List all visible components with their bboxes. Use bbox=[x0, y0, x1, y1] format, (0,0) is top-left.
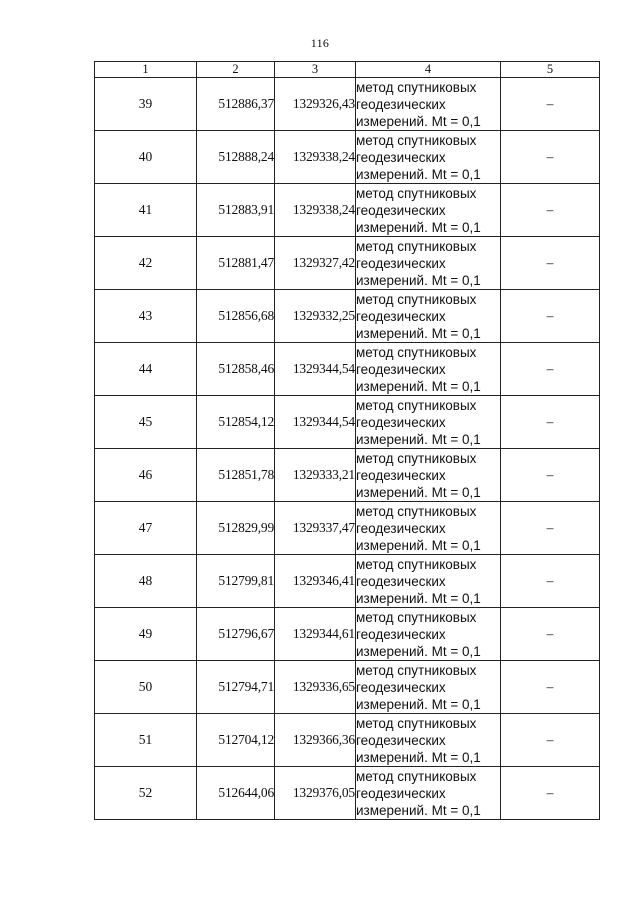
method-line: геодезических bbox=[356, 732, 446, 748]
x-coordinate-cell: 512856,68 bbox=[197, 290, 275, 343]
note-cell: – bbox=[501, 78, 600, 131]
coordinates-table bbox=[94, 61, 600, 820]
column-header-4: 4 bbox=[356, 62, 501, 78]
point-number-cell: 51 bbox=[95, 714, 197, 767]
y-coordinate-cell: 1329366,36 bbox=[275, 714, 356, 767]
method-line: измерений. Mt = 0,1 bbox=[356, 643, 481, 659]
table-row bbox=[95, 131, 600, 184]
method-line: геодезических bbox=[356, 573, 446, 589]
y-coordinate-cell: 1329337,47 bbox=[275, 502, 356, 555]
x-coordinate-cell: 512854,12 bbox=[197, 396, 275, 449]
method-line: метод спутниковых bbox=[356, 556, 477, 572]
note-cell: – bbox=[501, 449, 600, 502]
method-line: метод спутниковых bbox=[356, 715, 477, 731]
method-line: геодезических bbox=[356, 785, 446, 801]
note-cell: – bbox=[501, 714, 600, 767]
method-line: измерений. Mt = 0,1 bbox=[356, 166, 481, 182]
y-coordinate-cell: 1329346,41 bbox=[275, 555, 356, 608]
x-coordinate-cell: 512883,91 bbox=[197, 184, 275, 237]
method-cell bbox=[356, 767, 501, 820]
x-coordinate-cell: 512888,24 bbox=[197, 131, 275, 184]
y-coordinate-cell: 1329326,43 bbox=[275, 78, 356, 131]
table-row bbox=[95, 396, 600, 449]
method-line: метод спутниковых bbox=[356, 185, 477, 201]
method-line: метод спутниковых bbox=[356, 662, 477, 678]
method-line: метод спутниковых bbox=[356, 79, 477, 95]
point-number-cell: 49 bbox=[95, 608, 197, 661]
x-coordinate-cell: 512794,71 bbox=[197, 661, 275, 714]
method-cell bbox=[356, 502, 501, 555]
note-cell: – bbox=[501, 555, 600, 608]
x-coordinate-cell: 512644,06 bbox=[197, 767, 275, 820]
point-number-cell: 44 bbox=[95, 343, 197, 396]
point-number-cell: 41 bbox=[95, 184, 197, 237]
note-cell: – bbox=[501, 608, 600, 661]
table-row bbox=[95, 608, 600, 661]
method-line: измерений. Mt = 0,1 bbox=[356, 219, 481, 235]
note-cell: – bbox=[501, 343, 600, 396]
point-number-cell: 42 bbox=[95, 237, 197, 290]
method-cell bbox=[356, 555, 501, 608]
method-cell bbox=[356, 78, 501, 131]
table-row bbox=[95, 449, 600, 502]
table-row bbox=[95, 714, 600, 767]
method-cell bbox=[356, 184, 501, 237]
method-line: геодезических bbox=[356, 520, 446, 536]
method-cell bbox=[356, 608, 501, 661]
column-header-3: 3 bbox=[275, 62, 356, 78]
method-line: геодезических bbox=[356, 96, 446, 112]
column-header-2: 2 bbox=[197, 62, 275, 78]
note-cell: – bbox=[501, 502, 600, 555]
y-coordinate-cell: 1329376,05 bbox=[275, 767, 356, 820]
note-cell: – bbox=[501, 767, 600, 820]
y-coordinate-cell: 1329333,21 bbox=[275, 449, 356, 502]
method-cell bbox=[356, 396, 501, 449]
point-number-cell: 48 bbox=[95, 555, 197, 608]
y-coordinate-cell: 1329327,42 bbox=[275, 237, 356, 290]
method-line: измерений. Mt = 0,1 bbox=[356, 272, 481, 288]
method-line: измерений. Mt = 0,1 bbox=[356, 590, 481, 606]
method-line: геодезических bbox=[356, 414, 446, 430]
method-line: метод спутниковых bbox=[356, 344, 477, 360]
y-coordinate-cell: 1329344,61 bbox=[275, 608, 356, 661]
y-coordinate-cell: 1329336,65 bbox=[275, 661, 356, 714]
x-coordinate-cell: 512704,12 bbox=[197, 714, 275, 767]
table-row bbox=[95, 661, 600, 714]
y-coordinate-cell: 1329332,25 bbox=[275, 290, 356, 343]
method-line: геодезических bbox=[356, 626, 446, 642]
table-row bbox=[95, 343, 600, 396]
y-coordinate-cell: 1329344,54 bbox=[275, 396, 356, 449]
column-header-5: 5 bbox=[501, 62, 600, 78]
method-cell bbox=[356, 237, 501, 290]
table-row bbox=[95, 767, 600, 820]
point-number-cell: 52 bbox=[95, 767, 197, 820]
method-line: геодезических bbox=[356, 679, 446, 695]
x-coordinate-cell: 512881,47 bbox=[197, 237, 275, 290]
method-line: измерений. Mt = 0,1 bbox=[356, 431, 481, 447]
x-coordinate-cell: 512799,81 bbox=[197, 555, 275, 608]
method-line: метод спутниковых bbox=[356, 397, 477, 413]
method-line: измерений. Mt = 0,1 bbox=[356, 749, 481, 765]
point-number-cell: 50 bbox=[95, 661, 197, 714]
note-cell: – bbox=[501, 184, 600, 237]
method-cell bbox=[356, 714, 501, 767]
point-number-cell: 47 bbox=[95, 502, 197, 555]
method-line: геодезических bbox=[356, 308, 446, 324]
note-cell: – bbox=[501, 290, 600, 343]
x-coordinate-cell: 512796,67 bbox=[197, 608, 275, 661]
method-cell bbox=[356, 290, 501, 343]
method-line: метод спутниковых bbox=[356, 768, 477, 784]
page-number: 116 bbox=[310, 36, 330, 50]
method-line: метод спутниковых bbox=[356, 238, 477, 254]
table-body bbox=[95, 78, 600, 820]
method-line: геодезических bbox=[356, 255, 446, 271]
method-cell bbox=[356, 449, 501, 502]
method-line: геодезических bbox=[356, 361, 446, 377]
point-number-cell: 46 bbox=[95, 449, 197, 502]
method-line: измерений. Mt = 0,1 bbox=[356, 696, 481, 712]
point-number-cell: 40 bbox=[95, 131, 197, 184]
point-number-cell: 43 bbox=[95, 290, 197, 343]
table-row bbox=[95, 78, 600, 131]
method-line: метод спутниковых bbox=[356, 609, 477, 625]
point-number-cell: 45 bbox=[95, 396, 197, 449]
method-line: метод спутниковых bbox=[356, 503, 477, 519]
note-cell: – bbox=[501, 237, 600, 290]
note-cell: – bbox=[501, 396, 600, 449]
method-line: метод спутниковых bbox=[356, 132, 477, 148]
table-row bbox=[95, 502, 600, 555]
table-row bbox=[95, 237, 600, 290]
x-coordinate-cell: 512886,37 bbox=[197, 78, 275, 131]
method-line: геодезических bbox=[356, 149, 446, 165]
method-cell bbox=[356, 661, 501, 714]
method-cell bbox=[356, 131, 501, 184]
note-cell: – bbox=[501, 131, 600, 184]
note-cell: – bbox=[501, 661, 600, 714]
y-coordinate-cell: 1329338,24 bbox=[275, 131, 356, 184]
method-line: измерений. Mt = 0,1 bbox=[356, 484, 481, 500]
method-line: измерений. Mt = 0,1 bbox=[356, 802, 481, 818]
x-coordinate-cell: 512851,78 bbox=[197, 449, 275, 502]
table-row bbox=[95, 184, 600, 237]
point-number-cell: 39 bbox=[95, 78, 197, 131]
method-line: измерений. Mt = 0,1 bbox=[356, 378, 481, 394]
table-row bbox=[95, 555, 600, 608]
y-coordinate-cell: 1329338,24 bbox=[275, 184, 356, 237]
method-line: геодезических bbox=[356, 202, 446, 218]
method-line: измерений. Mt = 0,1 bbox=[356, 537, 481, 553]
method-line: геодезических bbox=[356, 467, 446, 483]
method-line: измерений. Mt = 0,1 bbox=[356, 325, 481, 341]
method-line: метод спутниковых bbox=[356, 450, 477, 466]
x-coordinate-cell: 512858,46 bbox=[197, 343, 275, 396]
y-coordinate-cell: 1329344,54 bbox=[275, 343, 356, 396]
method-line: измерений. Mt = 0,1 bbox=[356, 113, 481, 129]
table-header-row bbox=[95, 62, 600, 78]
table-row bbox=[95, 290, 600, 343]
x-coordinate-cell: 512829,99 bbox=[197, 502, 275, 555]
method-line: метод спутниковых bbox=[356, 291, 477, 307]
method-cell bbox=[356, 343, 501, 396]
column-header-1: 1 bbox=[95, 62, 197, 78]
